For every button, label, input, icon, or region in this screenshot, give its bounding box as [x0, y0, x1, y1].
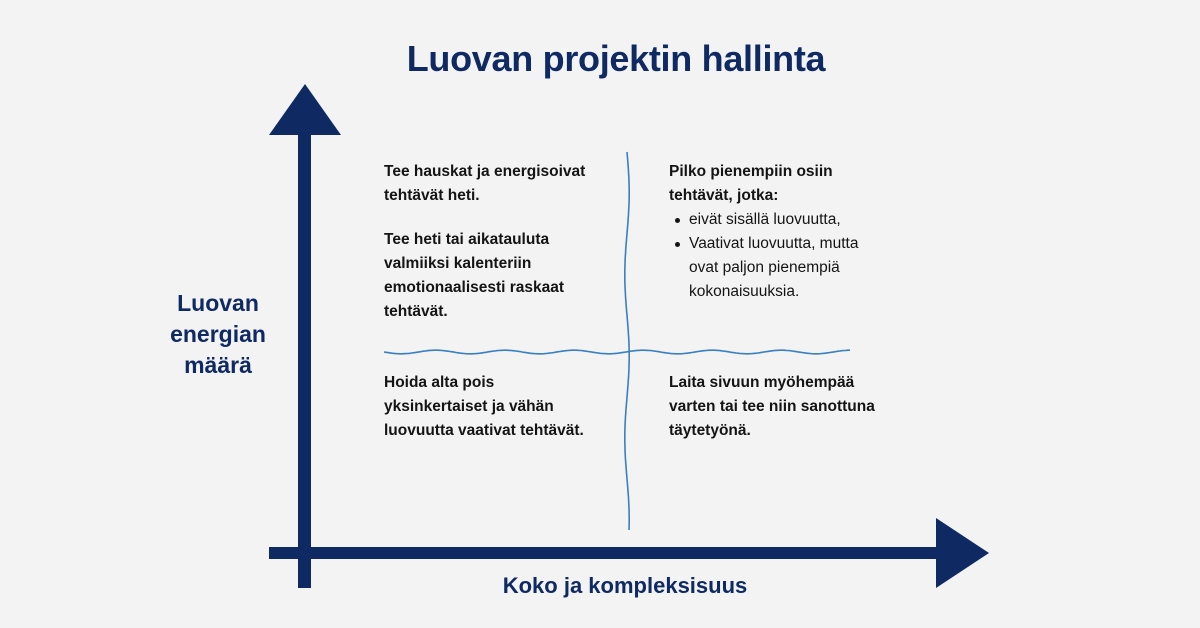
quadrant-text: Tee hauskat ja energisoivat tehtävät heti.: [384, 163, 586, 204]
page-title: Luovan projektin hallinta: [406, 38, 826, 79]
y-axis-label-line: määrä: [184, 352, 252, 378]
quadrant-text: Pilko pienempiin osiin tehtävät, jotka:: [669, 163, 833, 204]
y-axis-label-line: energian: [170, 321, 266, 347]
quadrant-text: Tee heti tai aikatauluta valmiiksi kalenteriin emotionaalisesti raskaat tehtävät.: [384, 231, 565, 320]
bullet-list: [669, 208, 869, 304]
x-axis-label: Koko ja kompleksisuus: [502, 573, 748, 598]
x-axis-line: [269, 547, 944, 559]
quadrant-text: Hoida alta pois yksinkertaiset ja vähän luovuutta vaativat tehtävät.: [384, 374, 584, 439]
y-axis-arrow: [269, 84, 341, 135]
quadrant-top-right: [669, 160, 869, 304]
quadrant-text: Laita sivuun myöhempää varten tai tee niin sanottuna täytetyönä.: [669, 374, 875, 439]
horizontal-divider: [384, 350, 850, 354]
list-item: Vaativat luovuutta, mutta ovat paljon pienempiä kokonaisuuksia.: [689, 232, 869, 304]
list-item: eivät sisällä luovuutta,: [689, 208, 869, 232]
vertical-divider: [625, 152, 629, 530]
y-axis-label-line: Luovan: [177, 290, 259, 316]
quadrant-top-left: [384, 160, 609, 324]
x-axis-arrow: [936, 518, 989, 588]
y-axis-label: [148, 288, 288, 381]
y-axis-line: [298, 128, 311, 588]
quadrant-bottom-left: [384, 371, 584, 443]
quadrant-bottom-right: [669, 371, 879, 443]
